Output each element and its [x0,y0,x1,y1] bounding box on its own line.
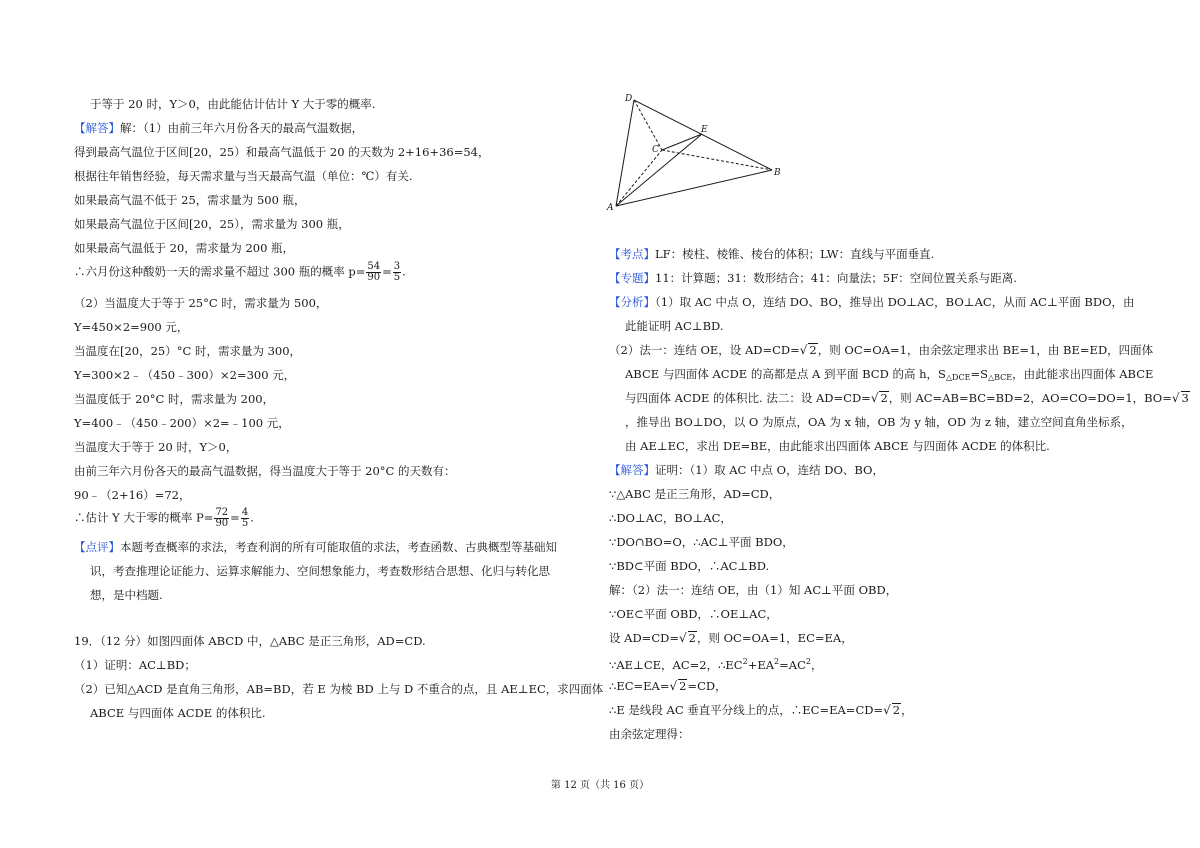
text-line: ∵△ABC 是正三角形，AD=CD， [609,487,781,501]
fenxi-tag: 【分析】 [609,295,655,309]
text-span: =CD， [687,679,727,693]
text-line: 识，考查推理论证能力、运算求解能力、空间想象能力，考查数形结合思想、化归与转化思 [90,564,550,578]
text-span: ，则 AC=AB=BC=BD=2，AO=CO=DO=1，BO= [888,391,1172,405]
text-span: ，则 OC=OA=1，EC=EA， [696,631,853,645]
denominator: 90 [215,518,229,529]
text-line: 由前三年六月份各天的最高气温数据，得当温度大于等于 20°C 的天数有： [74,464,456,478]
text-line: 当温度低于 20°C 时，需求量为 200， [74,392,275,406]
solution-tag: 【解答】 [609,463,655,477]
text-line: ∵OE⊂平面 OBD，∴OE⊥AC， [609,607,778,621]
superscript: 2 [805,657,811,666]
numerator: 54 [367,261,381,272]
text-line: ，推导出 BO⊥DO，以 O 为原点，OA 为 x 轴，OB 为 y 轴，OD 为 z 轴，建立空间直角坐标系， [625,415,1133,429]
question-title: 19．（12 分）如图四面体 ABCD 中，△ABC 是正三角形，AD=CD. [74,634,426,648]
text-line: 如果最高气温不低于 25，需求量为 500 瓶， [74,193,306,207]
question-part-2: （2）已知△ACD 是直角三角形，AB=BD，若 E 为棱 BD 上与 D 不重合的点，且 AE⊥EC，求四面体 [74,682,604,696]
kaodian-line [609,247,934,261]
text-span: +EA [747,658,775,672]
zhuanti-line [609,271,1017,285]
radical-sign: √ [669,679,678,693]
radicand: 2 [892,703,901,717]
text-line: 由 AE⊥EC，求出 DE=BE，由此能求出四面体 ABCE 与四面体 ACDE 的体积比. [625,439,1050,453]
label-d: D [625,94,633,104]
edge-ce [662,134,702,150]
text-line: 得到最高气温位于区间[20，25）和最高气温低于 20 的天数为 2+16+36=54， [74,145,490,159]
text-line: Y=300×2﹣（450﹣300）×2=300 元， [74,368,296,382]
solution-tag: 【解答】 [74,121,120,135]
text-span: 解：（1）由前三年六月份各天的最高气温数据， [120,121,364,135]
text-span: . [250,510,254,525]
radical-sign: √ [883,703,891,717]
edge-cb [662,150,772,170]
question-part-2-cont: ABCE 与四面体 ACDE 的体积比. [90,706,266,720]
text-line: 如果最高气温位于区间[20，25），需求量为 300 瓶， [74,217,350,231]
text-line: 此能证明 AC⊥BD. [625,319,724,333]
text-span: =AC [779,658,806,672]
label-e: E [701,125,708,135]
numerator: 4 [241,507,249,518]
probability-line [74,262,406,283]
kaodian-tag: 【考点】 [609,247,655,261]
text-span: ∴EC=EA= [609,679,670,693]
equals: = [382,264,392,279]
text-span: 11：计算题；31：数形结合；41：向量法；5F：空间位置关系与距离. [655,271,1017,285]
comment-line [74,540,557,554]
text-line: ∵BD⊂平面 BDO，∴AC⊥BD. [609,559,770,573]
fraction [393,262,401,283]
text-line: ∵DO∩BO=O，∴AC⊥平面 BDO， [609,535,794,549]
fraction [366,262,381,283]
fenxi-line [609,295,1135,309]
text-span: 证明：（1）取 AC 中点 O，连结 DO、BO， [655,463,884,477]
denominator: 5 [241,518,249,529]
radicand: 2 [679,679,687,693]
text-line [609,703,913,717]
radical-sign: √ [799,343,808,357]
text-span: ∵AE⊥CE，AC=2，∴EC [609,658,743,672]
text-line [609,655,822,672]
text-span: ，由此能求出四面体 ABCE [1012,367,1154,381]
edge-ac [616,150,662,206]
fraction [214,508,229,529]
label-b: B [774,168,781,178]
text-span: ∴六月份这种酸奶一天的需求量不超过 300 瓶的概率 p= [74,264,366,279]
probability-line [74,508,254,529]
comment-tag: 【点评】 [74,540,120,554]
text-line [609,343,1153,357]
text-span: ABCE 与四面体 ACDE 的高都是点 A 到平面 BCD 的高 h，S [625,367,946,381]
text-span: ， [810,658,823,672]
text-span: （2）法一：连结 OE，设 AD=CD= [609,343,800,357]
radical-sign: √ [678,631,687,645]
text-span: 与四面体 ACDE 的体积比. 法二：设 AD=CD= [625,391,871,405]
label-a: A [607,203,614,213]
text-line: 当温度在[20，25）°C 时，需求量为 300， [74,344,302,358]
radicand: 2 [880,391,888,405]
text-line: 想，是中档题. [90,588,163,602]
text-line: Y=400﹣（450﹣200）×2=﹣100 元， [74,416,290,430]
text-span: 设 AD=CD= [609,631,679,645]
radicand: 2 [688,631,696,645]
solution-line [609,463,884,477]
text-line: 90﹣（2+16）=72， [74,488,191,502]
text-span: ， [901,703,913,717]
edge-ab [616,170,772,206]
text-line: 如果最高气温低于 20，需求量为 200 瓶， [74,241,295,255]
text-span: . [402,264,406,279]
text-line [609,631,853,645]
text-span: （1）取 AC 中点 O，连结 DO、BO，推导出 DO⊥AC，BO⊥AC，从而 AC⊥平面 BDO，由 [655,295,1135,309]
edge-da [616,100,634,206]
text-line: 当温度大于等于 20 时，Y＞0， [74,440,238,454]
text-line: Y=450×2=900 元， [74,320,189,334]
text-line: ∴DO⊥AC，BO⊥AC， [609,511,732,525]
text-line [625,391,1190,405]
denominator: 5 [393,272,401,283]
text-span: ，则 OC=OA=1，由余弦定理求出 BE=1，由 BE=ED，四面体 [817,343,1154,357]
label-c: C [652,145,659,155]
denominator: 90 [367,272,381,283]
text-line [625,367,1153,385]
text-span: 本题考查概率的求法，考查利润的所有可能取值的求法，考查函数、古典概型等基础知 [120,540,557,554]
text-span: LF：棱柱、棱锥、棱台的体积；LW：直线与平面垂直. [655,247,935,261]
text-line: 解：（2）法一：连结 OE，由（1）知 AC⊥平面 OBD， [609,583,898,597]
text-span: ∴估计 Y 大于零的概率 P= [74,510,214,525]
text-line: 于等于 20 时，Y＞0，由此能估计估计 Y 大于零的概率. [90,97,376,111]
text-line: 根据往年销售经验，每天需求量与当天最高气温（单位：℃）有关. [74,169,413,183]
equals: = [230,510,240,525]
text-line: （2）当温度大于等于 25°C 时，需求量为 500， [74,296,328,310]
fraction [241,508,249,529]
subscript: △BCE [987,373,1013,382]
radicand: 2 [809,343,817,357]
text-line [609,679,727,693]
text-span: =S [970,367,988,381]
question-part-1: （1）证明：AC⊥BD； [74,658,196,672]
radical-sign: √ [870,391,879,405]
superscript: 2 [742,657,748,666]
radical-sign: √ [1171,391,1180,405]
radicand: 3 [1181,391,1189,405]
zhuanti-tag: 【专题】 [609,271,655,285]
solution-line [74,121,363,135]
page-footer: 第 12 页（共 16 页） [550,780,650,791]
text-line: 由余弦定理得： [609,727,690,741]
tetrahedron-figure [602,92,792,214]
numerator: 72 [215,507,229,518]
subscript: △DCE [945,373,971,382]
superscript: 2 [774,657,780,666]
numerator: 3 [393,261,401,272]
text-span: ∴E 是线段 AC 垂直平分线上的点，∴EC=EA=CD= [609,703,884,717]
